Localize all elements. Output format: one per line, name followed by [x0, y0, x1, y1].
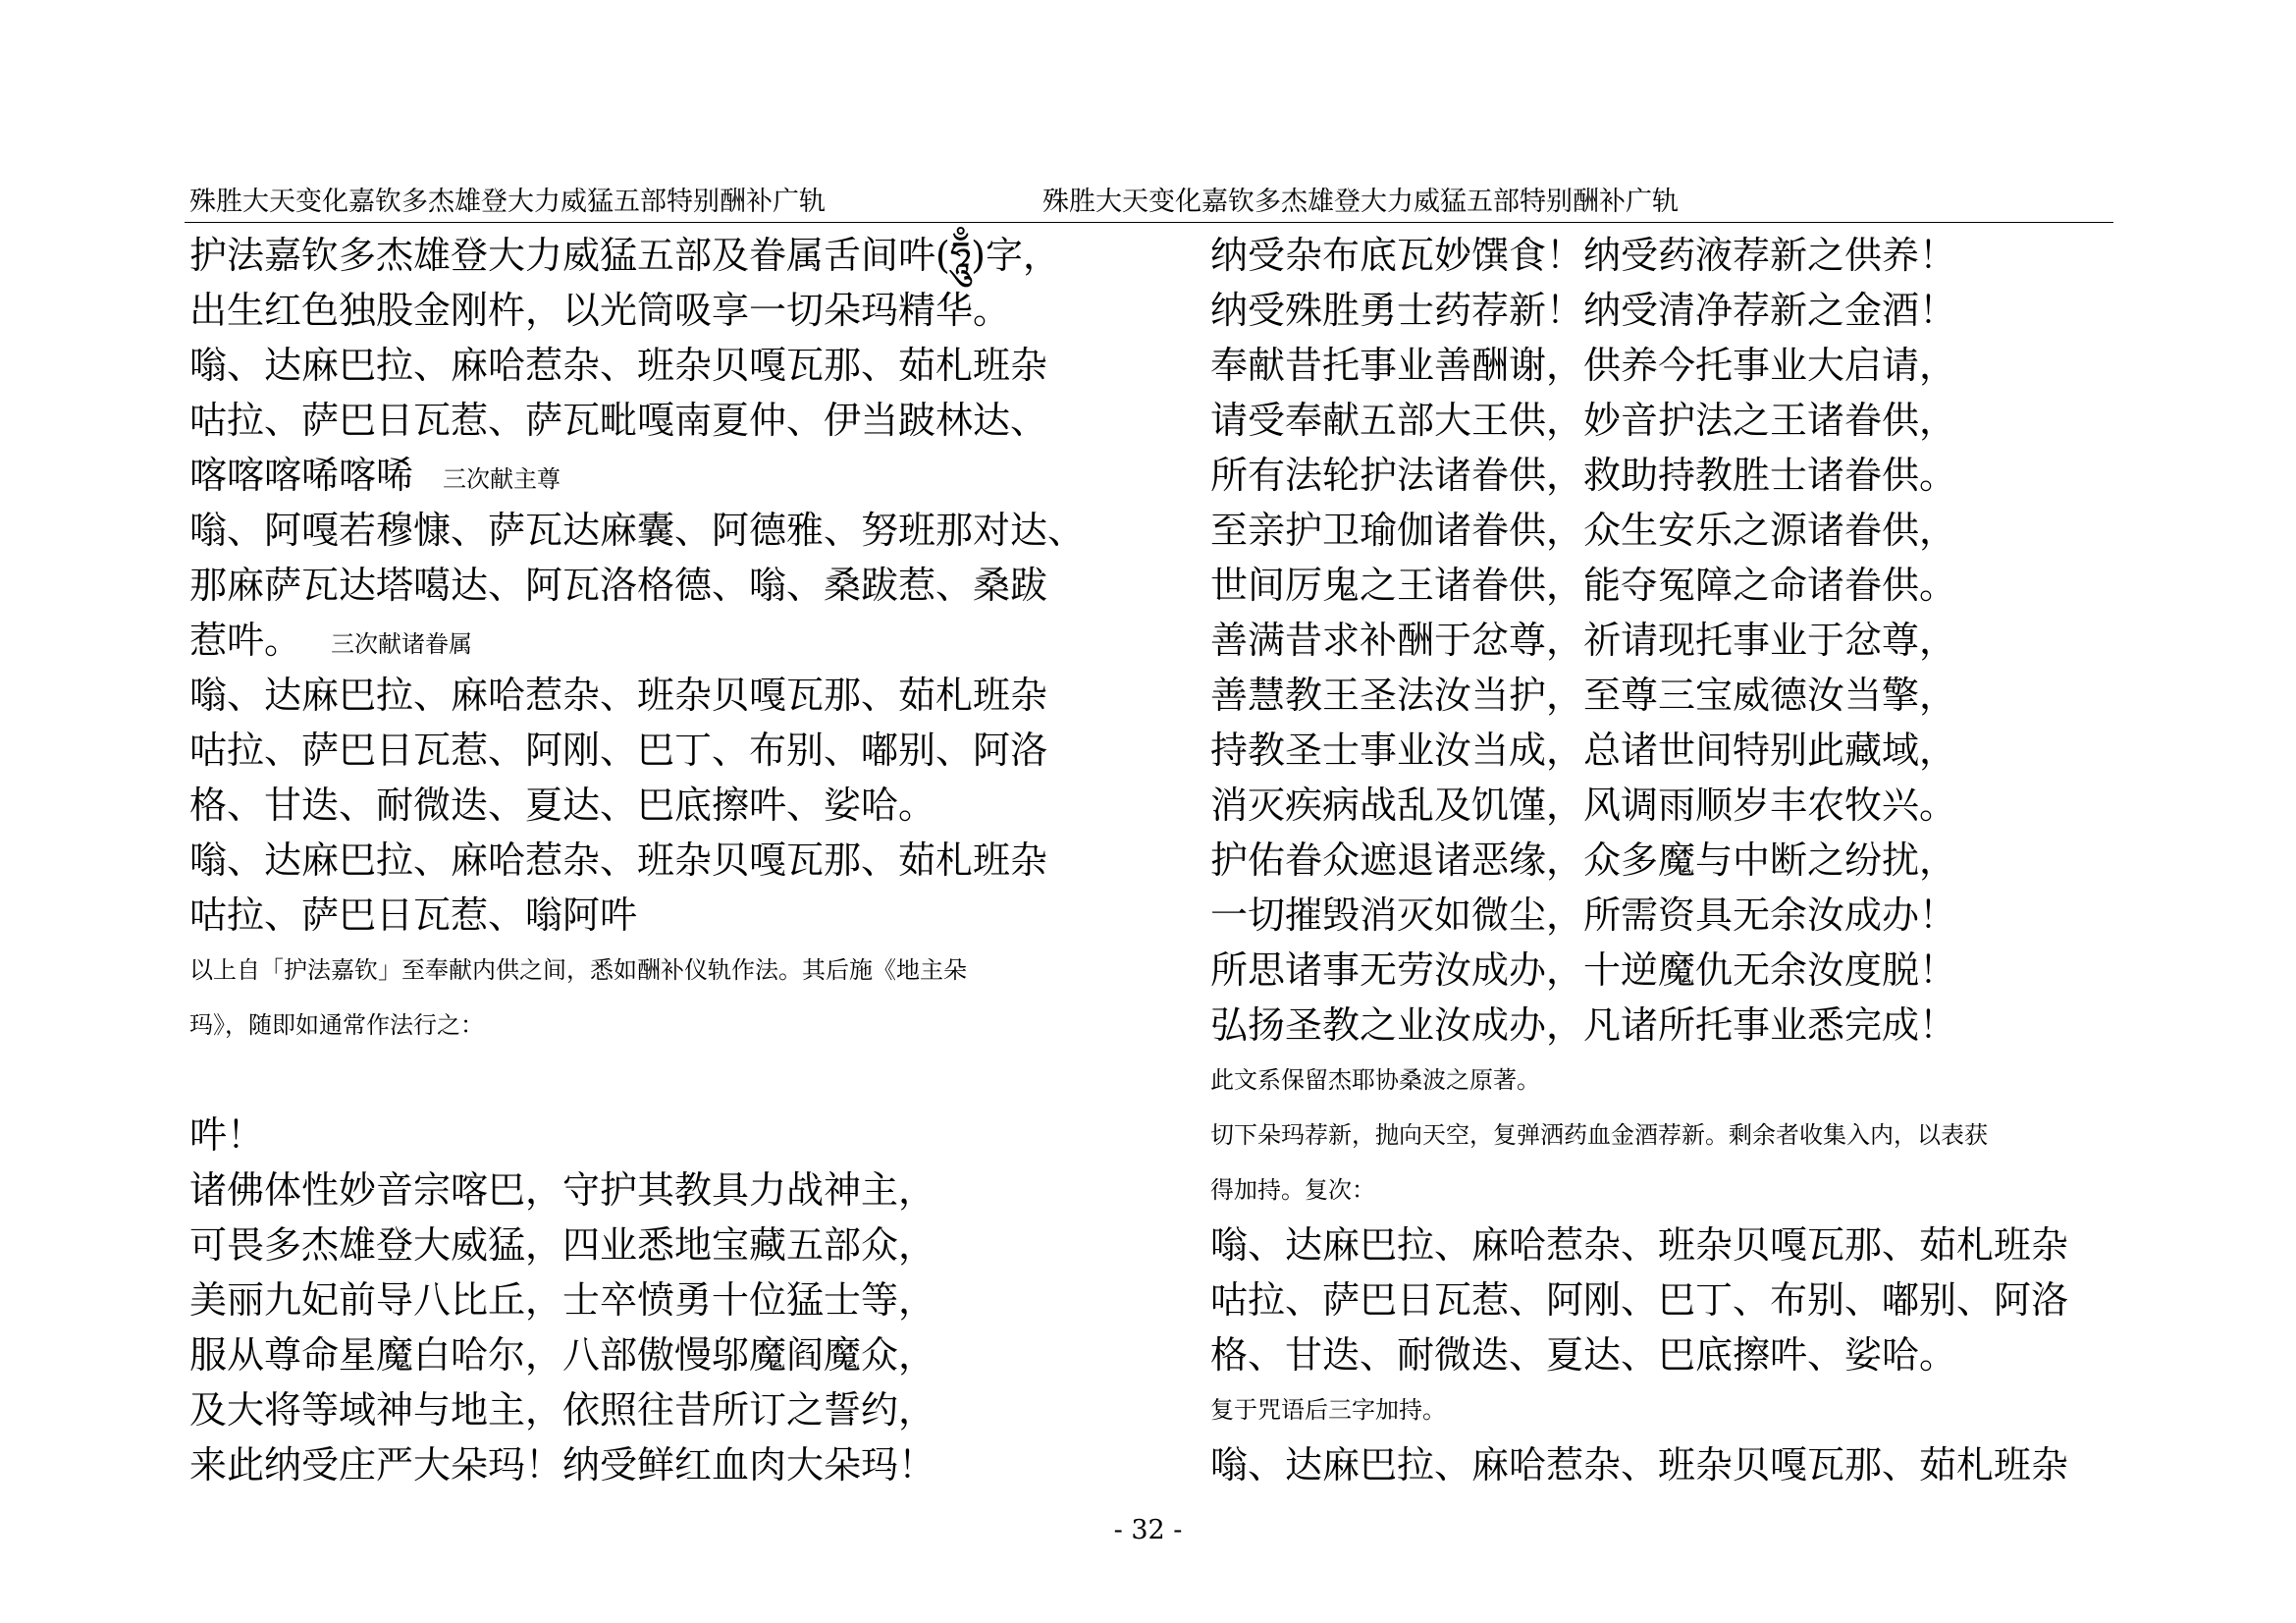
- verse-line: 消灭疾病战乱及饥馑，风调雨顺岁丰农牧兴。: [1210, 784, 1957, 827]
- verse-line: 善满昔求补酬于忿尊，祈请现托事业于忿尊，: [1210, 619, 1957, 662]
- verse-line: 世间厉鬼之王诸眷供，能夺冤障之命诸眷供。: [1210, 564, 1957, 607]
- mantra-line: 嗡、达麻巴拉、麻哈惹杂、班杂贝嘎瓦那、茹札班杂: [189, 344, 1048, 387]
- running-header-left: 殊胜大天变化嘉钦多杰雄登大力威猛五部特别酬补广轨: [189, 187, 826, 217]
- mantra-line: 咕拉、萨巴日瓦惹、阿刚、巴丁、布别、嘟别、阿洛: [189, 729, 1048, 772]
- verse-line: 奉献昔托事业善酬谢，供养今托事业大启请，: [1210, 344, 1957, 387]
- mantra-line: 那麻萨瓦达塔噶达、阿瓦洛格德、嗡、桑跋惹、桑跋: [189, 564, 1048, 607]
- right-column: [1210, 228, 2153, 1492]
- header-divider: [185, 222, 2113, 223]
- verse-line: 一切摧毁消灭如微尘，所需资具无余汝成办！: [1210, 893, 1957, 937]
- instruction-note: 复于咒语后三字加持。: [1210, 1396, 1446, 1424]
- mantra-line: 嗡、达麻巴拉、麻哈惹杂、班杂贝嘎瓦那、茹札班杂: [189, 839, 1048, 882]
- verse-line: 及大将等域神与地主，依照往昔所订之誓约，: [189, 1388, 936, 1432]
- mantra-line: 嗡、达麻巴拉、麻哈惹杂、班杂贝嘎瓦那、茹札班杂: [1210, 1223, 2069, 1267]
- page-number: - 32 -: [1113, 1515, 1183, 1545]
- mantra-text: 喀喀喀唏喀唏: [189, 454, 414, 497]
- verse-line: 善慧教王圣法汝当护，至尊三宝威德汝当擎，: [1210, 674, 1957, 717]
- running-header-right: 殊胜大天变化嘉钦多杰雄登大力威猛五部特别酬补广轨: [1042, 187, 1679, 217]
- verse-line: 弘扬圣教之业汝成办，凡诸所托事业悉完成！: [1210, 1003, 1957, 1047]
- mantra-line: 格、甘迭、耐微迭、夏达、巴底擦吽、娑哈。: [1210, 1333, 1957, 1377]
- mantra-line: 嗡、达麻巴拉、麻哈惹杂、班杂贝嘎瓦那、茹札班杂: [189, 674, 1048, 717]
- instruction-note: 切下朵玛荐新，抛向天空，复弹洒药血金酒荐新。剩余者收集入内，以表获: [1210, 1121, 1988, 1149]
- text-line: 出生红色独股金刚杵，以光筒吸享一切朵玛精华。: [189, 289, 1011, 332]
- mantra-line: 嗡、阿嘎若穆慷、萨瓦达麻囊、阿德雅、努班那对达、: [189, 509, 1086, 552]
- mantra-line: 咕拉、萨巴日瓦惹、嗡阿吽: [189, 893, 638, 937]
- mantra-text: 惹吽。: [189, 619, 302, 662]
- verse-line: 至亲护卫瑜伽诸眷供，众生安乐之源诸眷供，: [1210, 509, 1957, 552]
- instruction-note: 以上自「护法嘉钦」至奉献内供之间，悉如酬补仪轨作法。其后施《地主朵: [189, 956, 967, 984]
- mantra-line: 咕拉、萨巴日瓦惹、萨瓦毗嘎南夏仲、伊当跛林达、: [189, 399, 1048, 442]
- mantra-line: 格、甘迭、耐微迭、夏达、巴底擦吽、娑哈。: [189, 784, 936, 827]
- verse-line: 所有法轮护法诸眷供，救助持教胜士诸眷供。: [1210, 454, 1957, 497]
- verse-line: 请受奉献五部大王供，妙音护法之王诸眷供，: [1210, 399, 1957, 442]
- verse-line: 诸佛体性妙音宗喀巴，守护其教具力战神主，: [189, 1168, 936, 1212]
- verse-line: 可畏多杰雄登大威猛，四业悉地宝藏五部众，: [189, 1223, 936, 1267]
- verse-line: 美丽九妃前导八比丘，士卒愤勇十位猛士等，: [189, 1278, 936, 1322]
- recitation-note: 三次献主尊: [443, 465, 561, 493]
- mantra-line: 嗡、达麻巴拉、麻哈惹杂、班杂贝嘎瓦那、茹札班杂: [1210, 1443, 2069, 1487]
- text-line: 护法嘉钦多杰雄登大力威猛五部及眷属舌间吽(ཧཱུྃ)字，: [189, 234, 1061, 277]
- mantra-line: [189, 613, 1132, 668]
- verse-line: 持教圣士事业汝当成，总诸世间特别此藏域，: [1210, 729, 1957, 772]
- verse-line: 护佑眷众遮退诸恶缘，众多魔与中断之纷扰，: [1210, 839, 1957, 882]
- verse-line: 服从尊命星魔白哈尔，八部傲慢邬魔阎魔众，: [189, 1333, 936, 1377]
- instruction-note: 此文系保留杰耶协桑波之原著。: [1210, 1066, 1540, 1094]
- instruction-note: 玛》，随即如通常作法行之：: [189, 1011, 484, 1039]
- verse-line: 所思诸事无劳汝成办，十逆魔仇无余汝度脱！: [1210, 948, 1957, 992]
- verse-line: 来此纳受庄严大朵玛！纳受鲜红血肉大朵玛！: [189, 1443, 936, 1487]
- mantra-line: 咕拉、萨巴日瓦惹、阿刚、巴丁、布别、嘟别、阿洛: [1210, 1278, 2069, 1322]
- verse-line: 吽！: [189, 1113, 265, 1157]
- verse-line: 纳受殊胜勇士药荐新！纳受清净荐新之金酒！: [1210, 289, 1957, 332]
- verse-line: 纳受杂布底瓦妙馔食！纳受药液荐新之供养！: [1210, 234, 1957, 277]
- recitation-note: 三次献诸眷属: [331, 630, 473, 658]
- left-column: [189, 228, 1132, 1492]
- instruction-note: 得加持。复次：: [1210, 1176, 1375, 1204]
- mantra-line: [189, 448, 1132, 503]
- spacer: [189, 1053, 1132, 1108]
